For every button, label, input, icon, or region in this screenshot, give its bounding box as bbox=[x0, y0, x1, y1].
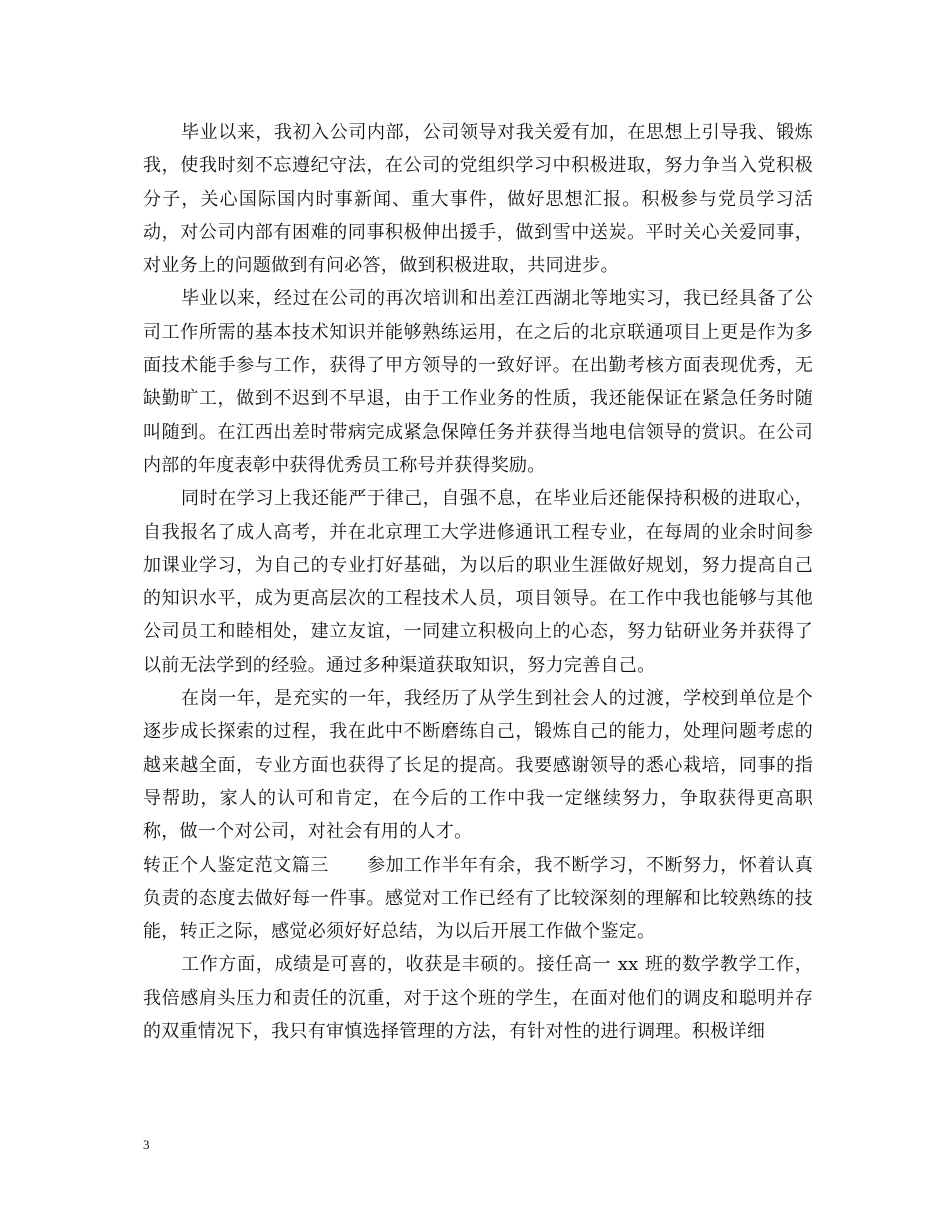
paragraph-3: 同时在学习上我还能严于律己，自强不息，在毕业后还能保持积极的进取心，自我报名了成人高考，并在北京理工大学进修通讯工程专业，在每周的业余时间参加课业学习，为自己的专业打好基础，为以后的职业生涯做好规划，努力提高自己的知识水平，成为更高层次的工程技术人员，项目领导。在工作中我也能够与其他公司员工和睦相处，建立友谊，一同建立积极向上的心态，努力钻研业务并获得了以前无法学到的经验。通过多种渠道获取知识，努力完善自己。 bbox=[143, 488, 813, 676]
section-intro: 参加工作半年有余，我不断学习，不断努力，怀着认真负责的态度去做好每一件事。感觉对工作已经有了比较深刻的理解和比较熟练的技能，转正之际，感觉必须好好总结，为以后开展工作做个鉴定。 bbox=[143, 854, 813, 943]
document-body bbox=[143, 116, 813, 1048]
paragraph-2: 毕业以来，经过在公司的再次培训和出差江西湖北等地实习，我已经具备了公司工作所需的基本技术知识并能够熟练运用，在之后的北京联通项目上更是作为多面技术能手参与工作，获得了甲方领导的一致好评。在出勤考核方面表现优秀，无缺勤旷工，做到不迟到不早退，由于工作业务的性质，我还能保证在紧急任务时随叫随到。在江西出差时带病完成紧急保障任务并获得当地电信领导的赏识。在公司内部的年度表彰中获得优秀员工称号并获得奖励。 bbox=[143, 288, 813, 476]
paragraph-1: 毕业以来，我初入公司内部，公司领导对我关爱有加，在思想上引导我、锻炼我，使我时刻不忘遵纪守法，在公司的党组织学习中积极进取，努力争当入党积极分子，关心国际国内时事新闻、重大事件，做好思想汇报。积极参与党员学习活动，对公司内部有困难的同事积极伸出援手，做到雪中送炭。平时关心关爱同事，对业务上的问题做到有问必答，做到积极进取，共同进步。 bbox=[143, 122, 813, 277]
paragraph-final: 工作方面，成绩是可喜的，收获是丰硕的。接任高一 xx 班的数学教学工作，我倍感肩头压力和责任的沉重，对于这个班的学生，在面对他们的调皮和聪明并存的双重情况下，我只有审慎选择管理的方法，有针对性的进行调理。积极详细 bbox=[143, 954, 813, 1043]
page-number: 3 bbox=[143, 1137, 150, 1152]
section-heading: 转正个人鉴定范文篇三 bbox=[143, 854, 329, 876]
paragraph-4: 在岗一年，是充实的一年，我经历了从学生到社会人的过渡，学校到单位是个逐步成长探索的过程，我在此中不断磨练自己，锻炼自己的能力，处理问题考虑的越来越全面，专业方面也获得了长足的提高。我要感谢领导的悉心栽培，同事的指导帮助，家人的认可和肯定，在今后的工作中我一定继续努力，争取获得更高职称，做一个对公司，对社会有用的人才。 bbox=[143, 688, 813, 843]
section-paragraph bbox=[143, 849, 813, 949]
